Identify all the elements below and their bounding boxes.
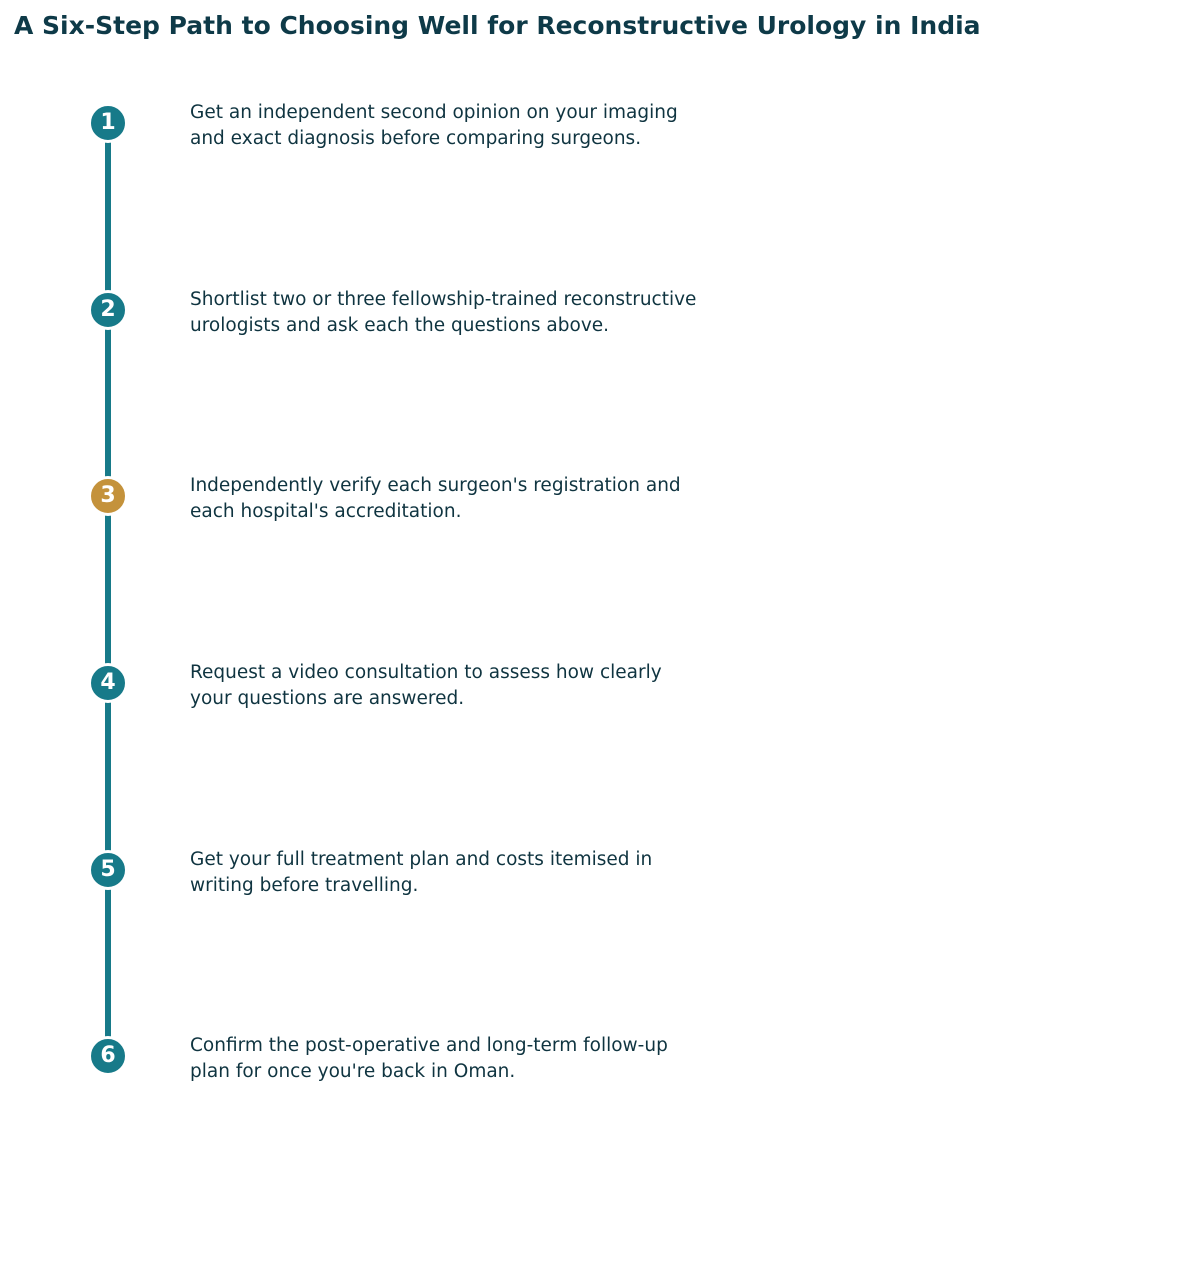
step-number-badge: 6	[88, 1036, 128, 1076]
step-description: Shortlist two or three fellowship-trained reconstructive urologists and ask each the questions above.	[190, 289, 697, 336]
step-description: Confirm the post-operative and long-term follow-up plan for once you're back in Oman.	[190, 1035, 668, 1082]
step-number-badge: 1	[88, 103, 128, 143]
step-number-badge: 4	[88, 663, 128, 703]
step-description: Get an independent second opinion on your imaging and exact diagnosis before comparing surgeons.	[190, 102, 678, 149]
step-description: Independently verify each surgeon's registration and each hospital's accreditation.	[190, 475, 681, 522]
step-description: Get your full treatment plan and costs itemised in writing before travelling.	[190, 849, 653, 896]
step-1	[0, 102, 1200, 185]
step-4	[0, 662, 1200, 745]
step-6	[0, 1035, 1200, 1118]
step-number-badge: 5	[88, 850, 128, 890]
page-title: A Six-Step Path to Choosing Well for Reconstructive Urology in India	[14, 11, 981, 40]
step-number-badge: 2	[88, 290, 128, 330]
step-2	[0, 289, 1200, 372]
step-5	[0, 849, 1200, 932]
step-description: Request a video consultation to assess how clearly your questions are answered.	[190, 662, 662, 709]
step-3	[0, 475, 1200, 558]
step-number-badge: 3	[88, 476, 128, 516]
